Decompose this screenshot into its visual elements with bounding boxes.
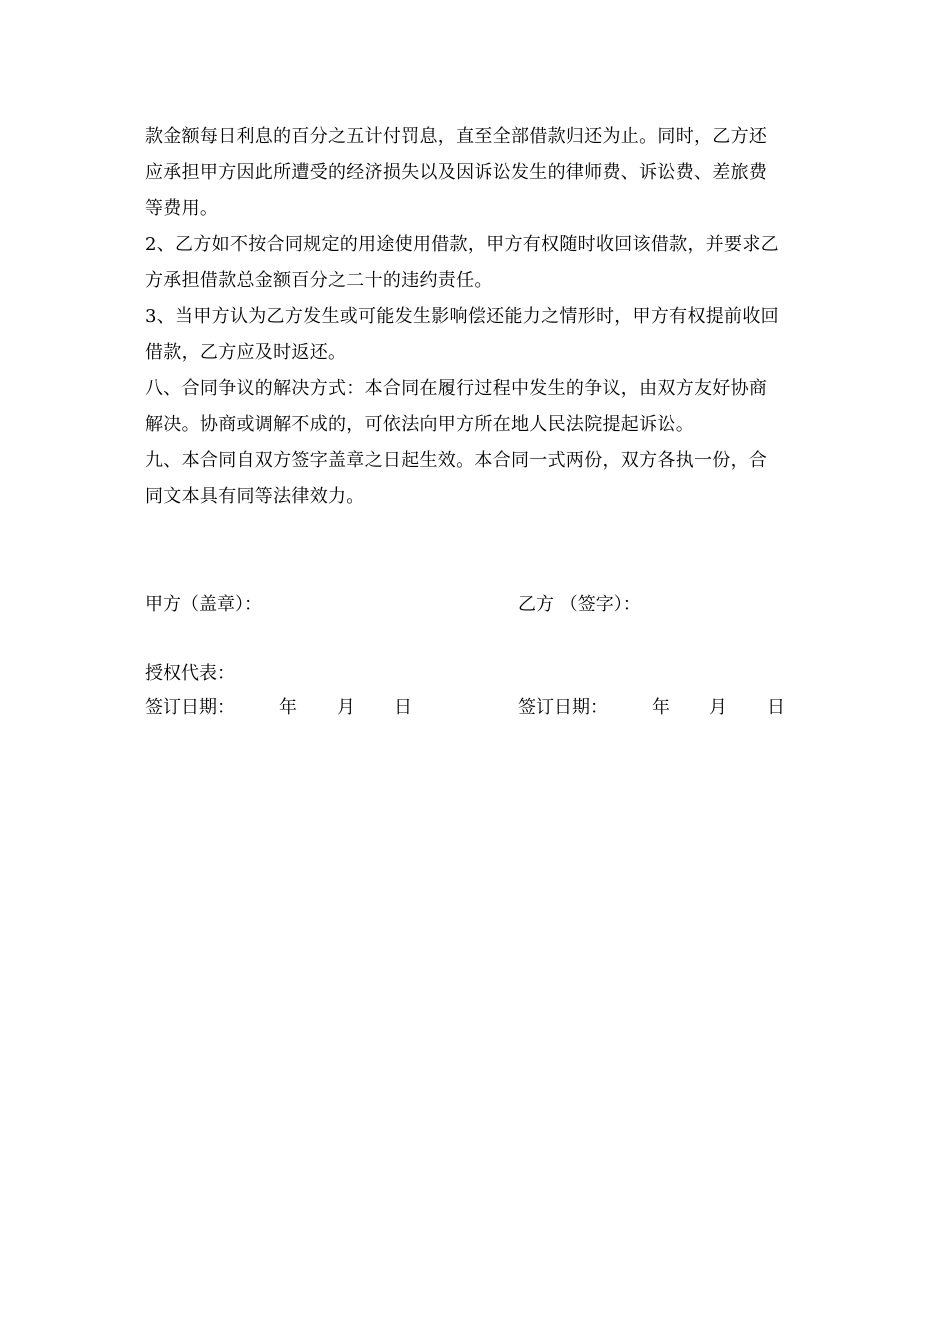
body-line-3: 等费用。 — [145, 198, 219, 219]
clause-2-line-1: 2、乙方如不按合同规定的用途使用借款，甲方有权随时收回该借款，并要求乙 — [145, 234, 779, 255]
body-line-2: 应承担甲方因此所遭受的经济损失以及因诉讼发生的律师费、诉讼费、差旅费 — [145, 162, 768, 183]
party-b-date-label: 签订日期： — [518, 697, 608, 718]
party-a-day-label: 日 — [394, 697, 412, 718]
section-8-line-1: 八、合同争议的解决方式：本合同在履行过程中发生的争议，由双方友好协商 — [145, 378, 768, 399]
section-9-line-1: 九、本合同自双方签字盖章之日起生效。本合同一式两份，双方各执一份，合 — [145, 450, 768, 471]
clause-3-line-2: 借款，乙方应及时返还。 — [145, 342, 347, 363]
body-line-1: 款金额每日利息的百分之五计付罚息，直至全部借款归还为止。同时，乙方还 — [145, 126, 768, 147]
party-a-year-label: 年 — [279, 697, 297, 718]
party-a-seal-label: 甲方（盖章）： — [145, 594, 262, 615]
clause-3-line-1: 3、当甲方认为乙方发生或可能发生影响偿还能力之情形时，甲方有权提前收回 — [145, 306, 779, 327]
authorized-rep-label: 授权代表： — [145, 663, 235, 684]
section-8-line-2: 解决。协商或调解不成的，可依法向甲方所在地人民法院提起诉讼。 — [145, 414, 694, 435]
party-b-month-label: 月 — [709, 697, 727, 718]
party-a-date-label: 签订日期： — [145, 697, 235, 718]
clause-2-line-2: 方承担借款总金额百分之二十的违约责任。 — [145, 270, 493, 291]
section-9-line-2: 同文本具有同等法律效力。 — [145, 486, 365, 507]
party-b-year-label: 年 — [652, 697, 670, 718]
party-b-sign-label: 乙方 （签字）： — [518, 594, 641, 615]
party-b-day-label: 日 — [767, 697, 785, 718]
party-a-month-label: 月 — [337, 697, 355, 718]
